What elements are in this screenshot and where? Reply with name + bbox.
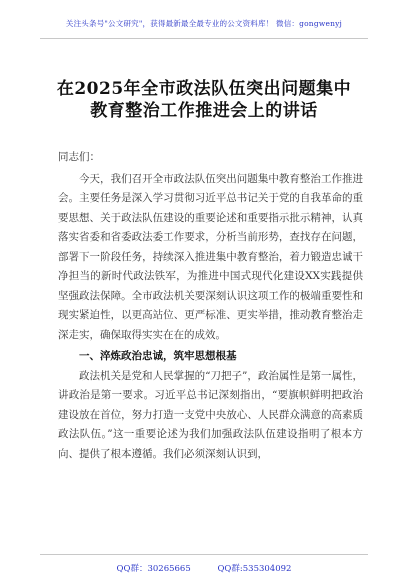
footer-divider [40,554,368,555]
salutation: 同志们： [58,151,100,163]
section-1-paragraph: 政法机关是党和人民掌握的“刀把子”，政治属性是第一属性，讲政治是第一要求。习近平总书记深刻指出，“要旗帜鲜明把政治建设放在首位，努力打造一支党中央放心、人民群众满意的高素质政法队伍。”这一重要论述为我们加强政法队伍建设指明了根本方向、提供了根本遵循。我们必须深刻认识到， [58,369,363,460]
footer [0,562,408,574]
header-divider [40,38,368,39]
document-title-line-2: 教育整治工作推进会上的讲话 [90,101,318,121]
document-body [58,148,363,464]
document-title [30,78,378,122]
footer-qq-group-left: QQ群：30265665 [116,564,191,574]
document-title-line-1: 在2025年全市政法队伍突出问题集中 [56,79,352,99]
intro-paragraph: 今天，我们召开全市政法队伍突出问题集中教育整治工作推进会。主要任务是深入学习贯彻习近平总书记关于党的自我革命的重要思想、关于政法队伍建设的重要论述和重要指示批示精神，认真落实省委和省委政法委工作要求，分析当前形势，查找存在问题，部署下一阶段任务，持续深入推进集中教育整治，着力锻造忠诚干净担当的新时代政法铁军，为推进中国式现代化建设XX实践提供坚强政法保障。全市政法机关要深刻认识这项工作的极端重要性和现实紧迫性，以更高站位、更严标准、更实举措，推动教育整治走深走实，确保取得实实在在的成效。 [58,172,363,341]
header-banner: 关注头条号"公文研究"，获得最新最全最专业的公文资料库！ 微信：gongwenyj [65,19,343,28]
footer-qq-group-right: QQ群:535304092 [217,564,292,574]
section-1-heading: 一、淬炼政治忠诚，筑牢思想根基 [79,350,237,362]
